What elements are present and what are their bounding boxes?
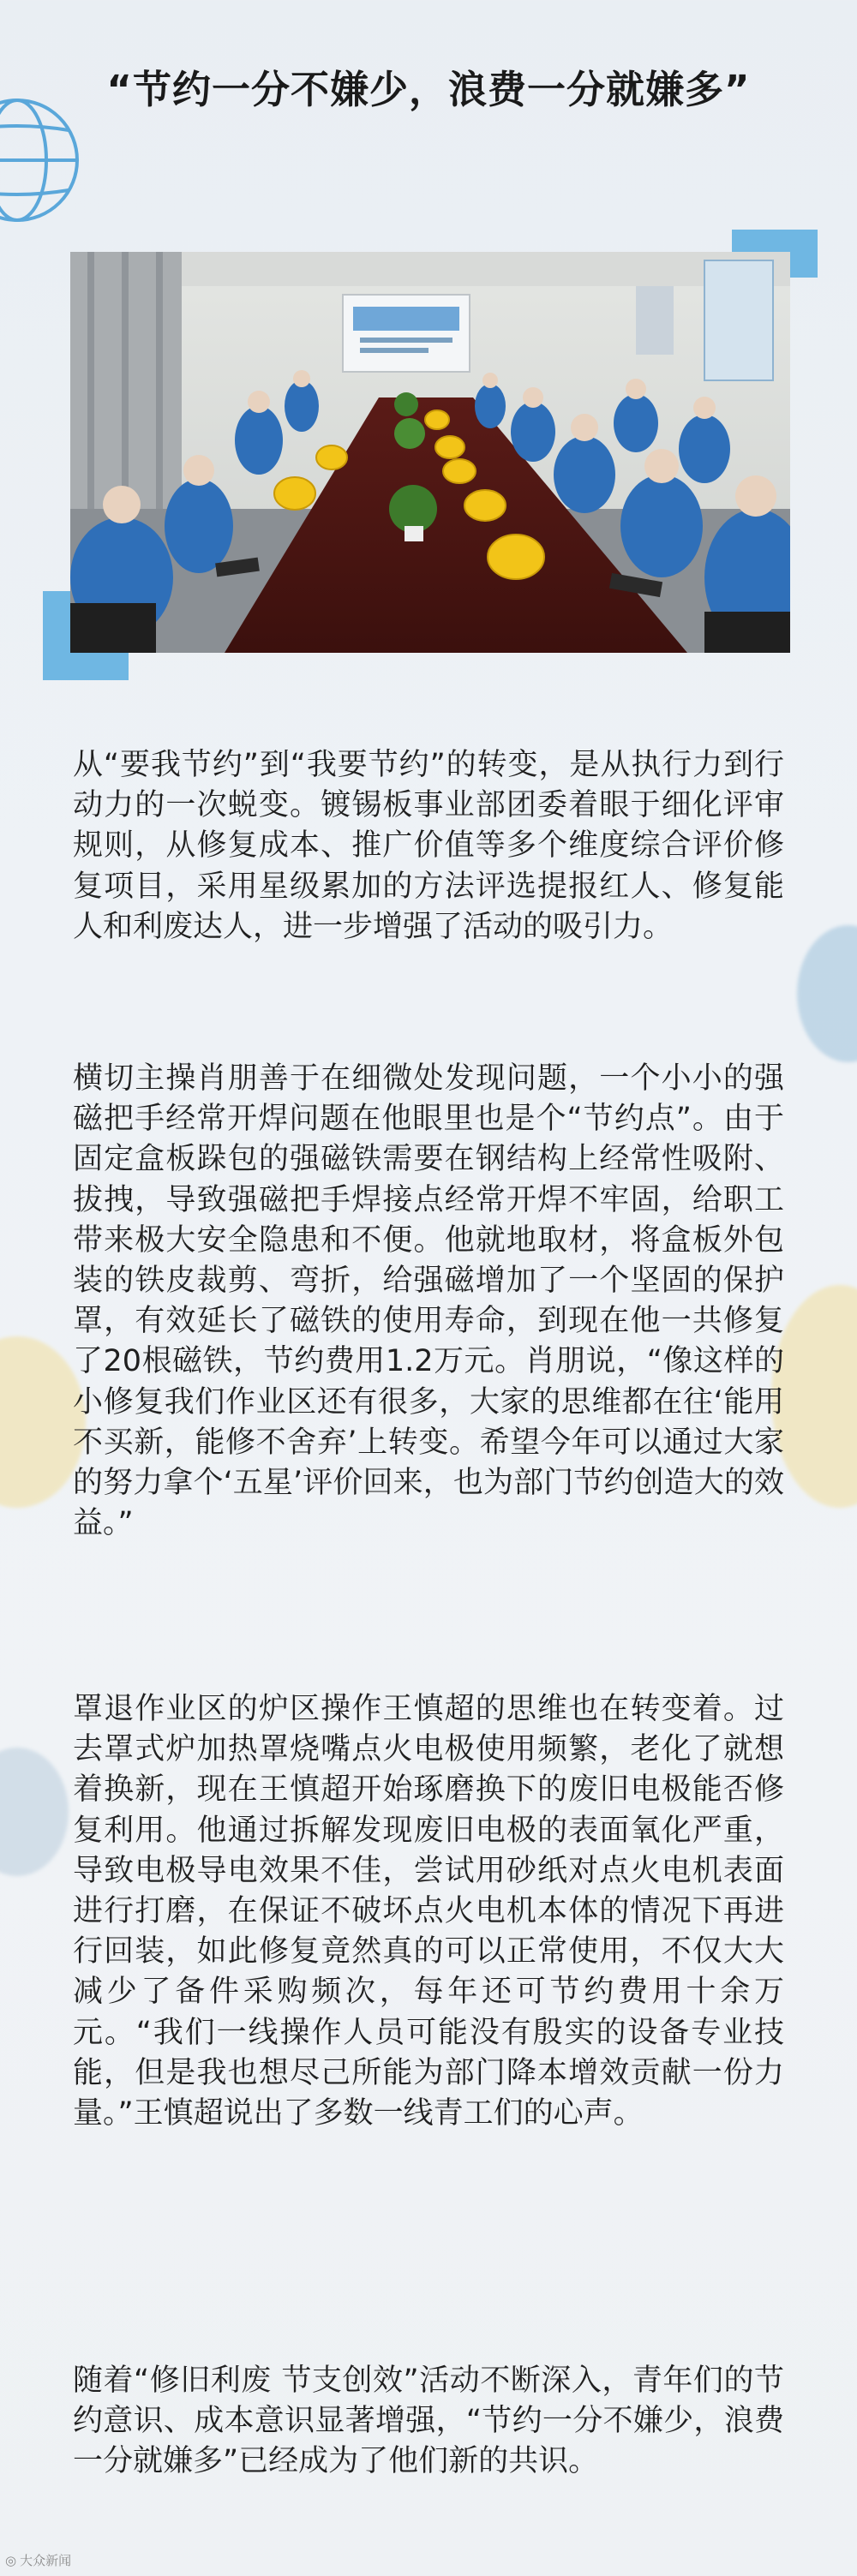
watermark-logo-icon: ◎	[5, 2552, 17, 2568]
meeting-photo-illustration	[70, 252, 790, 653]
globe-icon	[0, 96, 82, 224]
background-blob	[771, 1285, 857, 1508]
meeting-photo	[70, 252, 790, 653]
watermark-text: 大众新闻	[20, 2553, 72, 2568]
body-paragraph-3: 罩退作业区的炉区操作王慎超的思维也在转变着。过去罩式炉加热罩烧嘴点火电极使用频繁，老化了就想着换新，现在王慎超开始琢磨换下的废旧电极能否修复利用。他通过拆解发现废旧电极的表面氧化严重，导致电极导电效果不佳，尝试用砂纸对点火电机表面进行打磨，在保证不破坏点火电机本体的情况下再进行回装，如此修复竟然真的可以正常使用，不仅大大减少了备件采购频次，每年还可节约费用十余万元。“我们一线操作人员可能没有殷实的设备专业技能，但是我也想尽己所能为部门降本增效贡献一份力量。”王慎超说出了多数一线青工们的心声。	[73, 1692, 784, 2131]
background-blob	[0, 1748, 69, 1876]
article-title: “节约一分不嫌少，浪费一分就嫌多”	[106, 67, 751, 112]
background-blob	[797, 925, 857, 1062]
body-paragraph-4: 随着“修旧利废 节支创效”活动不断深入，青年们的节约意识、成本意识显著增强，“节约一分不嫌少，浪费一分就嫌多”已经成为了他们新的共识。	[73, 2364, 784, 2479]
body-paragraph-2: 横切主操肖朋善于在细微处发现问题，一个小小的强磁把手经常开焊问题在他眼里也是个“节约点”。由于固定盒板跺包的强磁铁需要在钢结构上经常性吸附、拔拽，导致强磁把手焊接点经常开焊不牢固，给职工带来极大安全隐患和不便。他就地取材，将盒板外包装的铁皮裁剪、弯折，给强磁增加了一个坚固的保护罩，有效延长了磁铁的使用寿命，到现在他一共修复了20根磁铁，节约费用1.2万元。肖朋说，“像这样的小修复我们作业区还有很多，大家的思维都在往‘能用不买新，能修不舍弃’上转变。希望今年可以通过大家的努力拿个‘五星’评价回来，也为部门节约创造大的效益。”	[73, 1061, 784, 1541]
body-paragraph-1: 从“要我节约”到“我要节约”的转变，是从执行力到行动力的一次蜕变。镀锡板事业部团委着眼于细化评审规则，从修复成本、推广价值等多个维度综合评价修复项目，采用星级累加的方法评选提报红人、修复能人和利废达人，进一步增强了活动的吸引力。	[73, 748, 784, 944]
source-watermark	[5, 2551, 71, 2569]
